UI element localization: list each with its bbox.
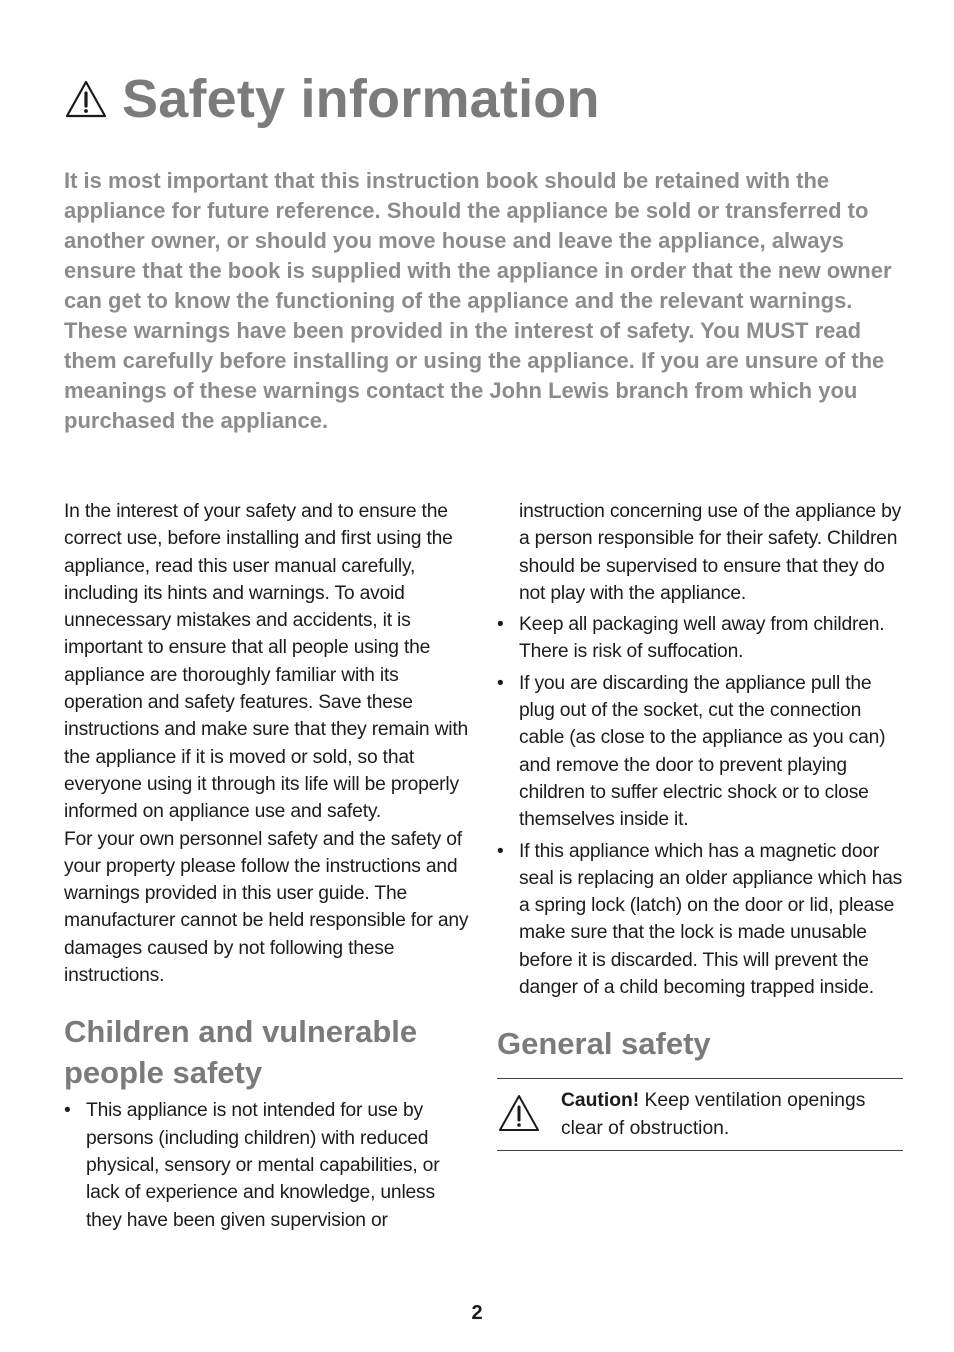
list-item-text: This appliance is not intended for use by persons (including children) with reduced physical, sensory or mental capabilities, or lack of experience and knowledge, unless they have been given supervision or bbox=[86, 1100, 440, 1231]
page-number: 2 bbox=[471, 1302, 483, 1324]
list-item bbox=[497, 611, 903, 666]
caution-label: Caution! bbox=[561, 1090, 640, 1112]
caution-text bbox=[561, 1087, 903, 1142]
page-title: Safety information bbox=[122, 69, 600, 129]
general-safety-heading: General safety bbox=[497, 1026, 711, 1062]
list-item bbox=[64, 1097, 472, 1233]
caution-message: Keep ventilation openings clear of obstruction. bbox=[561, 1090, 866, 1139]
warning-triangle-icon bbox=[64, 79, 108, 119]
safety-paragraph: In the interest of your safety and to ensure the correct use, before installing and first using the appliance, read this user manual carefully, including its hints and warnings. To avoid unnecessary mistakes and accidents, it is important to ensure that all people using the appliance are thoroughly familiar with its operation and safety features. Save these instructions and make sure that they remain with the appliance if it is moved or sold, so that everyone using it through its life will be properly informed on appliance use and safety. bbox=[64, 501, 469, 823]
list-item-text: If you are discarding the appliance pull the plug out of the socket, cut the connection cable (as close to the appliance as you can) and remove the door to prevent playing children to suffer electric shock or to close themselves inside it. bbox=[519, 672, 886, 831]
children-safety-list bbox=[64, 1097, 472, 1233]
list-item-text: If this appliance which has a magnetic door seal is replacing an older appliance which has a spring lock (latch) on the door or lid, please make sure that the lock is made unusable before it is discarded. This will prevent the danger of a child becoming trapped inside. bbox=[519, 840, 903, 999]
caution-triangle-icon bbox=[497, 1093, 541, 1133]
children-safety-list-continued bbox=[497, 611, 903, 1001]
personnel-safety-paragraph: For your own personnel safety and the safety of your property please follow the instructions and warnings provided in this user guide. The manufacturer cannot be held responsible for any damages caused by not following these instructions. bbox=[64, 828, 469, 987]
children-safety-heading: Children and vulnerable people safety bbox=[64, 1014, 418, 1091]
list-item bbox=[497, 670, 903, 834]
bullet-symbol: • bbox=[497, 840, 504, 862]
left-column bbox=[64, 498, 472, 1238]
intro-paragraph-warnings: These warnings have been provided in the interest of safety. You MUST read them carefully before installing or using the appliance. If you are unsure of the meanings of these warnings contact the John Lewis branch from which you purchased the appliance. bbox=[64, 318, 885, 433]
right-column bbox=[497, 498, 903, 1151]
caution-box bbox=[497, 1078, 903, 1151]
list-item bbox=[497, 838, 903, 1002]
list-item-text: Keep all packaging well away from children. There is risk of suffocation. bbox=[519, 614, 885, 663]
bullet-symbol: • bbox=[64, 1100, 71, 1122]
title-row bbox=[64, 68, 600, 130]
bullet-symbol: • bbox=[497, 672, 504, 694]
intro-paragraph-retain-book: It is most important that this instruction book should be retained with the appliance for future reference. Should the appliance be sold or transferred to another owner, or should you move house and leave the appliance, always ensure that the book is supplied with the appliance in order that the new owner can get to know the functioning of the appliance and the relevant warnings. bbox=[64, 168, 892, 313]
bullet-symbol: • bbox=[497, 614, 504, 636]
list-item-continuation: instruction concerning use of the appliance by a person responsible for their safety. Children should be supervised to ensure that they do not play with the appliance. bbox=[519, 501, 902, 604]
intro-section bbox=[64, 166, 906, 436]
